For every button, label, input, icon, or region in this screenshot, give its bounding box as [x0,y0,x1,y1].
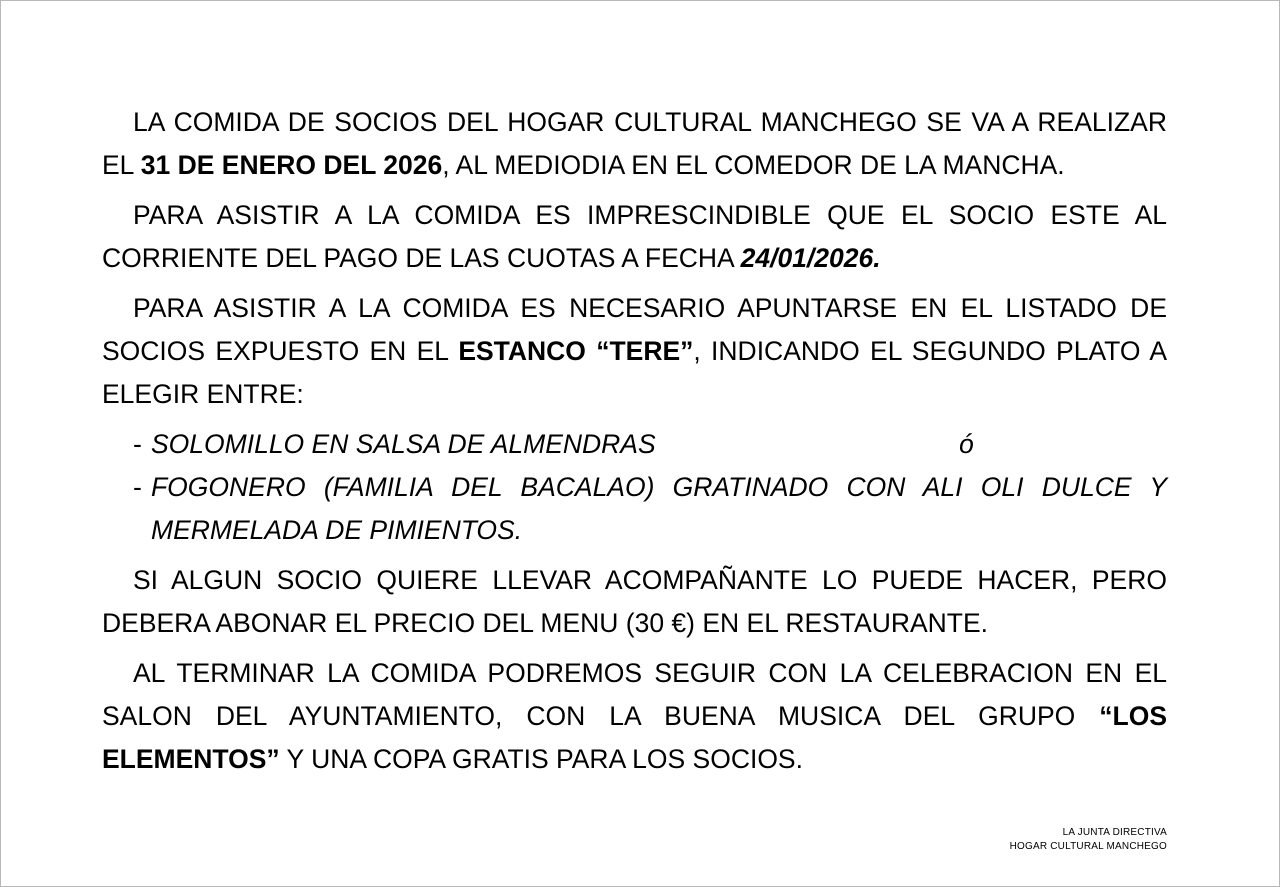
payment-deadline: 24/01/2026. [740,243,881,273]
paragraph-celebration [102,652,1167,781]
paragraph-signup-text: PARA ASISTIR A LA COMIDA ES NECESARIO APUNTARSE EN EL LISTADO DE SOCIOS EXPUESTO EN EL [102,293,1167,366]
signature-block [1010,826,1167,854]
paragraph-companion-text: SI ALGUN SOCIO QUIERE LLEVAR ACOMPAÑANTE LO PUEDE HACER, PERO DEBERA ABONAR EL PRECIO DEL MENU (30 €) EN EL RESTAURANTE. [102,565,1167,638]
event-date: 31 DE ENERO DEL 2026 [140,150,443,180]
document-body [102,101,1167,788]
list-dash: - [133,429,142,459]
menu-options-list [102,423,1167,552]
signup-location: ESTANCO “TERE” [458,336,694,366]
list-dash: - [133,472,142,502]
paragraph-date [102,101,1167,187]
paragraph-date-text: LA COMIDA DE SOCIOS DEL HOGAR CULTURAL MANCHEGO SE VA A REALIZAR EL [102,107,1167,180]
paragraph-celebration-text: AL TERMINAR LA COMIDA PODREMOS SEGUIR CON LA CELEBRACION EN EL SALON DEL AYUNTAMIENTO, CON LA BUENA MUSICA DEL GRUPO [102,658,1167,731]
menu-option-solomillo: SOLOMILLO EN SALSA DE ALMENDRAS [151,429,656,459]
list-item [102,466,1167,552]
signature-organization: HOGAR CULTURAL MANCHEGO [1009,841,1167,852]
band-name: “LOS ELEMENTOS” [102,701,1167,774]
menu-option-fogonero: FOGONERO (FAMILIA DEL BACALAO) GRATINADO CON ALI OLI DULCE Y MERMELADA DE PIMIENTOS. [151,472,1167,545]
paragraph-requirement-text: PARA ASISTIR A LA COMIDA ES IMPRESCINDIBLE QUE EL SOCIO ESTE AL CORRIENTE DEL PAGO DE LAS CUOTAS A FECHA [102,200,1167,273]
paragraph-date-tail: , AL MEDIODIA EN EL COMEDOR DE LA MANCHA. [442,150,1065,180]
paragraph-requirement [102,194,1167,280]
list-item [102,423,1167,466]
or-mark: ó [959,429,974,459]
paragraph-signup-tail: , INDICANDO EL SEGUNDO PLATO A ELEGIR ENTRE: [102,336,1168,409]
signature-board: LA JUNTA DIRECTIVA [1062,827,1167,838]
paragraph-celebration-tail: Y UNA COPA GRATIS PARA LOS SOCIOS. [279,744,803,774]
paragraph-signup [102,287,1167,416]
paragraph-companion [102,559,1167,645]
